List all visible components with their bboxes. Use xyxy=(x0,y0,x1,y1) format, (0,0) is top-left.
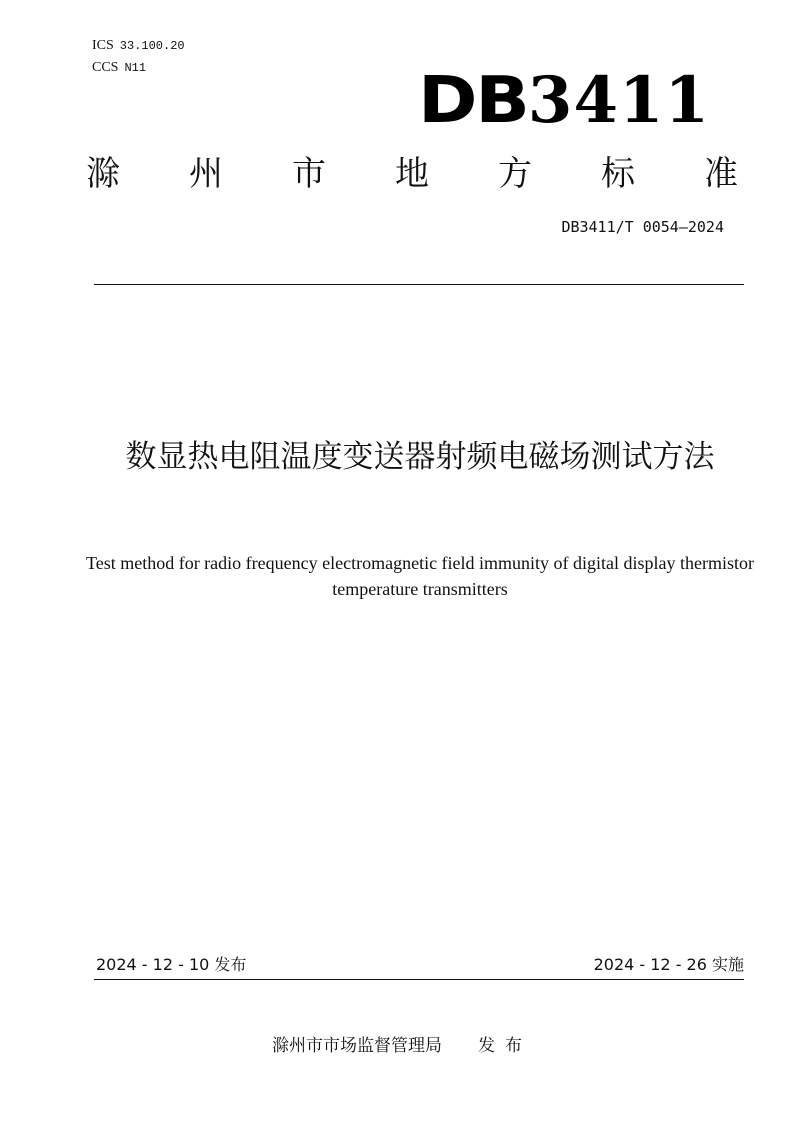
ccs-classification xyxy=(92,60,146,76)
title-chinese: 数显热电阻温度变送器射频电磁场测试方法 xyxy=(125,439,715,475)
issuer-name: 滁州市市场监督管理局 xyxy=(272,1036,442,1056)
implement-date: 2024 - 12 - 26 实施 xyxy=(593,955,744,974)
standard-type-char: 滁 xyxy=(86,154,120,194)
standard-type-heading xyxy=(86,150,738,198)
issuer-action: 发布 xyxy=(478,1036,532,1056)
standard-number: DB3411/T 0054—2024 xyxy=(561,218,724,236)
standard-type-char: 方 xyxy=(498,154,532,194)
title-english: Test method for radio frequency electromagnetic field immunity of digital display thermistor temperature transmitters xyxy=(85,553,755,599)
db-standard-logo xyxy=(418,63,711,138)
ccs-code: N11 xyxy=(124,61,147,75)
header-divider xyxy=(94,284,744,285)
standard-type-char: 州 xyxy=(189,154,223,194)
ics-classification xyxy=(92,38,185,54)
standard-type-char: 标 xyxy=(601,154,635,194)
db-logo-code: 3411 xyxy=(527,63,711,138)
footer-divider xyxy=(94,979,744,980)
ccs-label: CCS xyxy=(92,60,119,75)
ics-label: ICS xyxy=(92,38,114,53)
publish-date: 2024 - 12 - 10 发布 xyxy=(96,955,247,974)
standard-type-char: 地 xyxy=(395,154,429,194)
ics-code: 33.100.20 xyxy=(119,39,185,53)
standard-type-char: 市 xyxy=(292,154,326,194)
issuer-line xyxy=(272,1033,532,1059)
standard-type-char: 准 xyxy=(704,154,738,194)
db-logo-prefix: DB xyxy=(418,64,528,138)
